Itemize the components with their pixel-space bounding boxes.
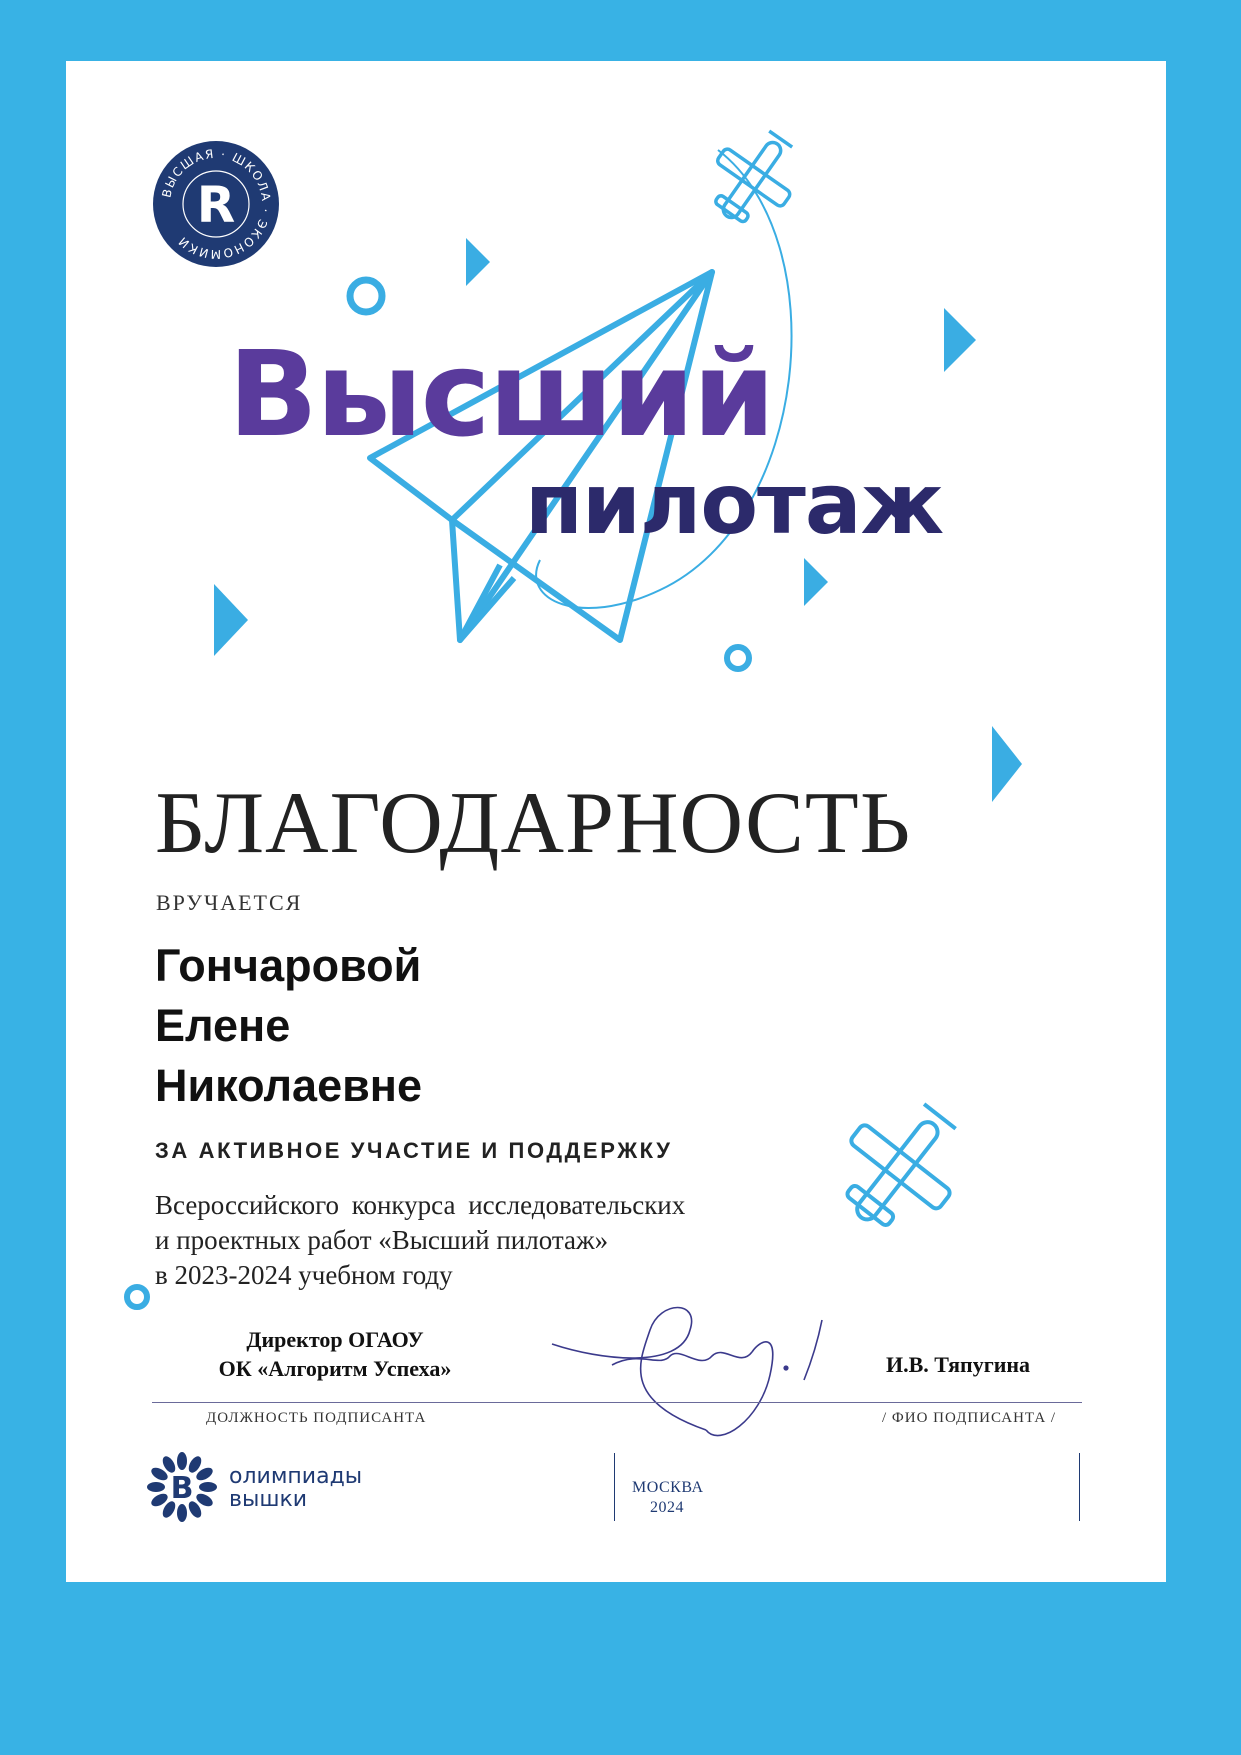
recipient-name — [155, 936, 422, 1116]
circle-icon — [727, 647, 749, 669]
award-reason: ЗА АКТИВНОЕ УЧАСТИЕ И ПОДДЕРЖКУ — [155, 1138, 673, 1163]
description-line: и проектных работ «Высший пилотаж» — [155, 1225, 609, 1255]
svg-text:ВЫСШАЯ · ШКОЛА · ЭКОНОМИКИ: ВЫСШАЯ · ШКОЛА · ЭКОНОМИКИ — [159, 146, 274, 262]
position-caption: ДОЛЖНОСТЬ ПОДПИСАНТА — [206, 1410, 427, 1426]
divider — [1079, 1453, 1080, 1521]
olympiad-logo-line: вышки — [229, 1487, 308, 1512]
divider — [614, 1453, 615, 1521]
olympiad-logo-line: олимпиады — [229, 1464, 363, 1489]
triangle-icon — [804, 558, 828, 606]
contest-logo-title: Высший — [228, 325, 774, 463]
svg-text:B: B — [170, 1471, 194, 1506]
award-description — [155, 1188, 775, 1293]
airplane-icon — [694, 116, 813, 239]
recipient-first-name: Елене — [155, 1000, 291, 1051]
triangle-icon — [466, 238, 490, 286]
year: 2024 — [650, 1499, 684, 1516]
signature-line — [152, 1402, 1082, 1403]
triangle-icon — [992, 726, 1022, 802]
signatory-position-line: Директор ОГАОУ — [246, 1327, 424, 1352]
place-and-year — [632, 1478, 702, 1518]
signatory-name: И.В. Тяпугина — [886, 1352, 1031, 1377]
recipient-patronymic: Николаевне — [155, 1060, 422, 1111]
signatory-position-line: ОК «Алгоритм Успеха» — [218, 1356, 452, 1381]
name-caption: / ФИО ПОДПИСАНТА / — [882, 1410, 1057, 1426]
airplane-icon — [817, 1082, 984, 1252]
olympiad-logo-icon — [147, 1452, 217, 1522]
contest-logo-subtitle: пилотаж — [525, 455, 944, 553]
signatory-position — [165, 1325, 505, 1383]
triangle-icon — [944, 308, 976, 372]
description-line: в 2023-2024 учебном году — [155, 1260, 453, 1290]
city: МОСКВА — [632, 1479, 704, 1496]
signature — [552, 1308, 822, 1436]
hse-logo-letter: R — [196, 176, 236, 234]
circle-icon — [127, 1287, 147, 1307]
description-line: Всероссийского конкурса исследовательских — [155, 1190, 686, 1220]
awarded-label: ВРУЧАЕТСЯ — [156, 890, 303, 915]
circle-icon — [350, 280, 382, 312]
olympiad-logo-text — [229, 1465, 362, 1511]
recipient-surname: Гончаровой — [155, 940, 422, 991]
triangle-icon — [214, 584, 248, 656]
document-title: БЛАГОДАРНОСТЬ — [155, 775, 912, 872]
